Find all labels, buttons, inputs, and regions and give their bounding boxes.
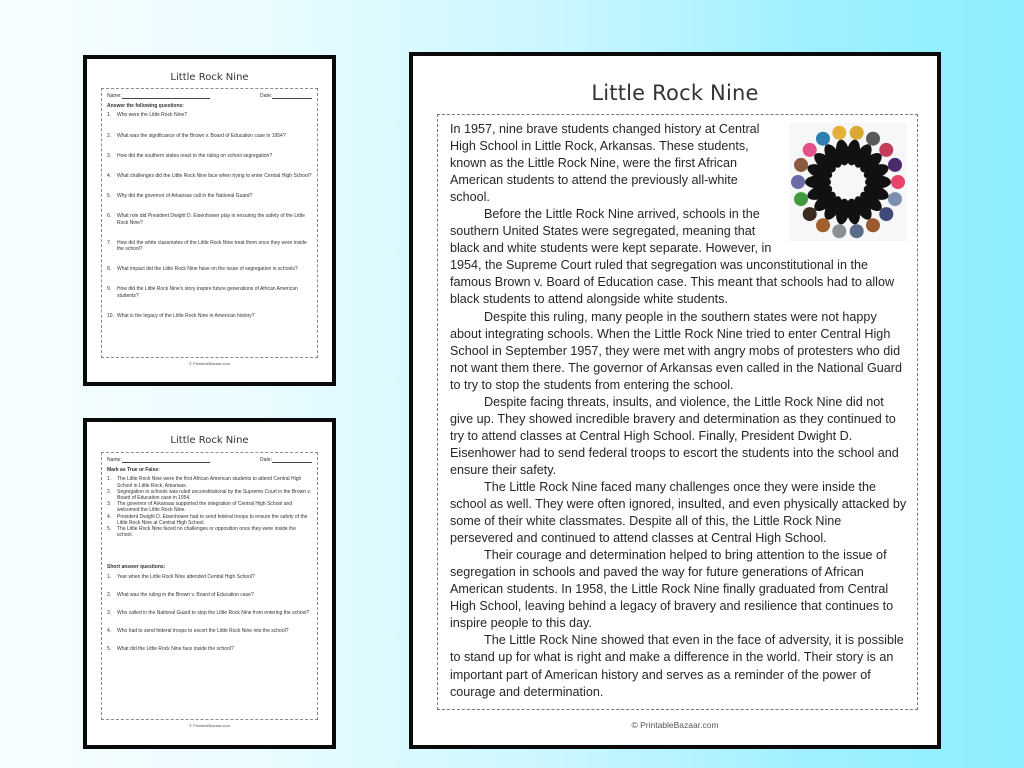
list-item — [107, 112, 312, 118]
copyright-footer: © PrintableBazaar.com — [189, 723, 230, 728]
passage-paragraph: In 1957, nine brave students changed history at Central High School in Little Rock, Arkansas. These students, known as the Little Rock Nine, were the first African American students to attend the previously all-white school. — [450, 122, 760, 205]
passage-box — [437, 114, 918, 710]
item-number: 9. — [107, 286, 112, 293]
name-field: Name: — [107, 93, 210, 99]
reading-passage-page — [409, 52, 941, 749]
item-text: What was the ruling in the Brown v. Board of Education case? — [117, 591, 254, 598]
item-number: 10. — [107, 312, 114, 319]
list-item — [107, 286, 312, 298]
worksheet-questions-preview — [83, 55, 336, 386]
item-text: How did the Little Rock Nine's story inspire future generations of African American students? — [117, 286, 298, 299]
short-answer-heading: Short answer questions: — [107, 564, 166, 571]
passage-paragraph: Despite facing threats, insults, and violence, the Little Rock Nine did not give up. They showed incredible bravery and determination as they continued to try to attend classes at Central High School. Finally, President Dwight D. Eisenhower had to send federal troops to escort the students into the school and ensure their safety. — [450, 394, 899, 477]
list-item — [107, 266, 312, 272]
date-field: Date: — [260, 457, 312, 463]
item-text: What is the legacy of the Little Rock Nine in American history? — [117, 312, 255, 319]
item-text: What was the significance of the Brown v. Board of Education case in 1954? — [117, 132, 286, 139]
list-item — [107, 526, 312, 538]
list-item — [107, 193, 312, 199]
item-number: 5. — [107, 193, 112, 200]
item-number: 3. — [107, 610, 112, 617]
item-number: 2. — [107, 132, 112, 139]
list-item — [107, 213, 312, 225]
item-text: Segregation in schools was ruled unconstitutional by the Supreme Court in the Brown v. Board of Education case in 1954. — [117, 488, 311, 502]
passage-paragraph: The Little Rock Nine showed that even in the face of adversity, it is possible to stand up for what is right and make a difference in the world. Their story is an important part of American history and serves as a reminder of the power of courage and determination. — [450, 633, 904, 699]
item-text: What challenges did the Little Rock Nine face when trying to enter Central High School? — [117, 173, 312, 180]
item-number: 2. — [107, 591, 112, 598]
passage-paragraph: Despite this ruling, many people in the southern states were not happy about integrating schools. When the Little Rock Nine tried to enter Central High School in September 1957, they were met with angry mobs of protesters who did not want them there. The governor of Arkansas even called in the National Guard to try to stop the students from entering the school. — [450, 309, 903, 392]
worksheet-title: Little Rock Nine — [170, 72, 249, 83]
item-text: Year when the Little Rock Nine attended Central High School? — [117, 573, 255, 580]
list-item — [107, 574, 312, 580]
item-text: President Dwight D. Eisenhower had to send federal troops to ensure the safety of the Little Rock Nine at Central High School. — [117, 513, 308, 526]
item-text: How did the white classmates of the Little Rock Nine treat them once they were inside the school? — [117, 239, 307, 253]
list-item — [107, 153, 312, 159]
name-date-row — [107, 457, 312, 463]
item-text: How did the southern states react to the ruling on school segregation? — [117, 152, 273, 159]
list-item — [107, 646, 312, 652]
diverse-people-circle-image — [789, 123, 907, 241]
item-number: 3. — [107, 152, 112, 159]
copyright-footer: © PrintableBazaar.com — [189, 361, 230, 366]
item-text: What impact did the Little Rock Nine have on the issue of segregation in schools? — [117, 266, 298, 273]
copyright-footer: © PrintableBazaar.com — [631, 720, 719, 730]
item-text: The Little Rock Nine faced no challenges or opposition once they were inside the school. — [117, 526, 296, 539]
worksheet-title: Little Rock Nine — [170, 435, 249, 446]
item-number: 1. — [107, 573, 112, 580]
passage-paragraph: Before the Little Rock Nine arrived, schools in the southern United States were segregated, meaning that black and white students were kept separate. However, in 1954, the Supreme Court ruled that segregation was unconstitutional in the famous Brown v. Board of Education case. This meant that schools had to allow black students to attend alongside white students. — [450, 207, 895, 307]
list-item — [107, 240, 312, 252]
item-number: 5. — [107, 646, 112, 653]
list-item — [107, 610, 312, 616]
item-number: 3. — [107, 501, 112, 508]
worksheet-content-box — [101, 88, 318, 358]
list-item — [107, 133, 312, 139]
list-item — [107, 592, 312, 598]
name-date-row — [107, 93, 312, 99]
item-number: 4. — [107, 628, 112, 635]
list-item — [107, 514, 312, 526]
list-item — [107, 628, 312, 634]
item-text: Why did the governor of Arkansas call in the National Guard? — [117, 193, 253, 200]
item-number: 4. — [107, 173, 112, 180]
item-text: The Little Rock Nine were the first African American students to attend Central High School in Little Rock, Arkansas. — [117, 476, 302, 489]
item-number: 6. — [107, 213, 112, 220]
item-text: What role did President Dwight D. Eisenhower play in ensuring the safety of the Little Rock Nine? — [117, 213, 305, 226]
passage-paragraph: The Little Rock Nine faced many challenges once they were inside the school as well. They were often ignored, insulted, and even physically attacked by some of their white classmates. Despite all of this, the Little Rock Nine persevered and continued to attend classes at Central High School. — [450, 479, 907, 546]
true-false-list — [107, 476, 312, 538]
item-text: The governor of Arkansas supported the integration of Central High School and welcomed the Little Rock Nine. — [117, 501, 293, 514]
list-item — [107, 313, 312, 319]
list-item — [107, 501, 312, 513]
item-text: Who called in the National Guard to stop the Little Rock Nine from entering the school? — [117, 610, 310, 617]
question-list — [107, 112, 312, 319]
date-field: Date: — [260, 93, 312, 99]
item-number: 7. — [107, 239, 112, 246]
list-item — [107, 489, 312, 501]
passage-title: Little Rock Nine — [591, 81, 759, 105]
item-number: 1. — [107, 476, 112, 483]
list-item — [107, 173, 312, 179]
section-heading: Answer the following questions: — [107, 103, 184, 110]
item-number: 4. — [107, 513, 112, 520]
item-number: 8. — [107, 266, 112, 273]
item-text: What did the Little Rock Nine face inside the school? — [117, 646, 234, 653]
worksheet-true-false-preview — [83, 418, 336, 749]
passage-paragraph: Their courage and determination helped to bring attention to the issue of segregation in schools and paved the way for future generations of African American students. In 1958, the Little Rock Nine finally graduated from Central High School, leaving behind a legacy of bravery and resilience that continues to inspire people to this day. — [450, 548, 894, 631]
item-number: 5. — [107, 526, 112, 533]
true-false-heading: Mark as True or False: — [107, 467, 160, 474]
item-text: Who were the Little Rock Nine? — [117, 112, 188, 119]
name-field: Name: — [107, 457, 210, 463]
item-number: 2. — [107, 488, 112, 495]
short-answer-list — [107, 574, 312, 653]
worksheet-content-box — [101, 452, 318, 720]
list-item — [107, 476, 312, 488]
item-number: 1. — [107, 112, 112, 119]
item-text: Who had to send federal troops to escort the Little Rock Nine into the school? — [117, 628, 289, 635]
